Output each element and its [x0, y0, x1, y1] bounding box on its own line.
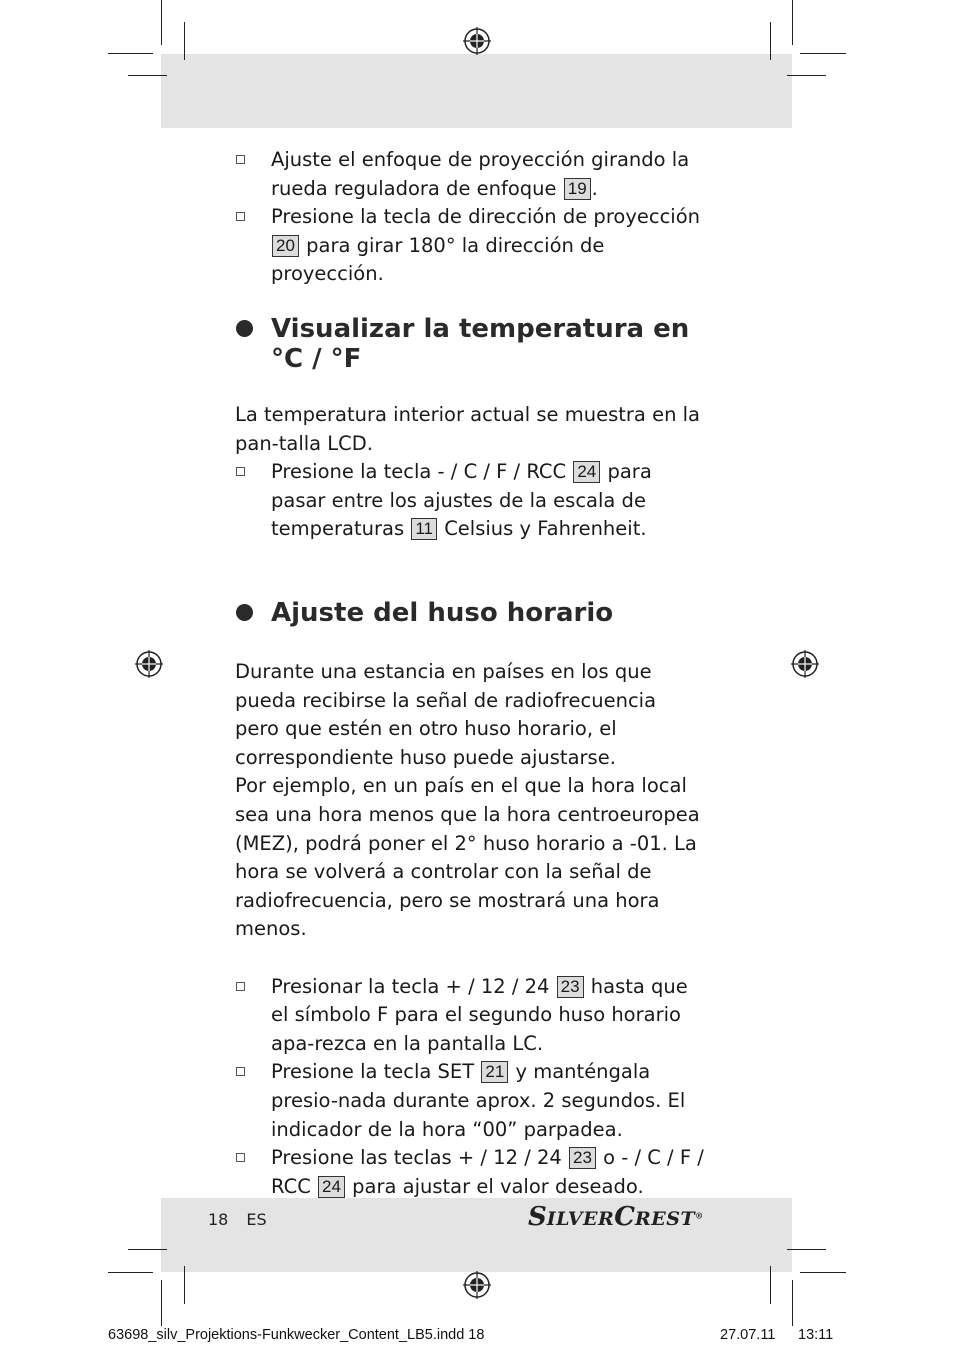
crop-mark — [787, 1249, 826, 1250]
list-item — [235, 146, 705, 203]
heading-text: Ajuste del huso horario — [271, 598, 614, 628]
crop-mark — [128, 75, 167, 76]
page-number: 18 — [208, 1210, 229, 1229]
reference-number: 23 — [557, 976, 584, 998]
checkbox-bullet-icon — [236, 982, 245, 991]
list-item — [235, 203, 705, 289]
slug-filename: 63698_silv_Projektions-Funkwecker_Content_LB5.indd 18 — [108, 1327, 485, 1343]
logo-text: ILVER — [546, 1208, 615, 1230]
checkbox-bullet-icon — [236, 1067, 245, 1076]
intro-list — [235, 146, 705, 289]
checkbox-bullet-icon — [236, 155, 245, 164]
item-text: Celsius y Fahrenheit. — [444, 517, 647, 541]
crop-mark — [770, 22, 771, 60]
language-code: ES — [246, 1210, 267, 1229]
brand-logo — [528, 1202, 704, 1234]
item-text: para pasar entre los ajustes de la escala de temperaturas — [271, 460, 652, 541]
crop-mark — [108, 53, 153, 54]
item-text: Presione la tecla de dirección de proyección — [271, 205, 701, 229]
item-text: o - / C / F / RCC — [271, 1146, 704, 1198]
reference-number: 11 — [411, 518, 437, 540]
checkbox-bullet-icon — [236, 467, 245, 476]
registration-mark-icon — [791, 650, 819, 678]
paragraph: Durante una estancia en países en los que pueda recibirse la señal de radiofrecuencia pero que estén en otro huso horario, el correspondiente huso puede ajustarse. — [235, 660, 657, 769]
logo-letter: C — [614, 1202, 635, 1232]
checkbox-bullet-icon — [236, 212, 245, 221]
list-item — [235, 458, 705, 544]
logo-text: REST — [635, 1208, 696, 1230]
reference-number: 20 — [272, 235, 299, 257]
heading-text: Visualizar la temperatura en °C / °F — [271, 314, 690, 374]
crop-mark — [161, 0, 162, 45]
page-footer — [208, 1210, 285, 1229]
crop-mark — [792, 1280, 793, 1326]
logo-letter: S — [528, 1202, 547, 1232]
list-item — [235, 1144, 705, 1201]
crop-mark — [792, 0, 793, 45]
item-text: . — [591, 176, 598, 200]
section-heading — [235, 598, 705, 628]
item-text: Presione la tecla SET — [271, 1060, 475, 1084]
crop-mark — [184, 22, 185, 60]
item-text: Presione la tecla - / C / F / RCC — [271, 460, 567, 484]
section-heading — [235, 314, 705, 374]
reference-number: 21 — [481, 1061, 508, 1083]
crop-mark — [770, 1266, 771, 1304]
checkbox-bullet-icon — [236, 1153, 245, 1162]
registration-mark-icon — [135, 650, 163, 678]
heading-bullet-icon — [236, 604, 253, 621]
crop-mark — [800, 1272, 846, 1273]
reference-number: 19 — [564, 178, 591, 200]
item-text: Presione las teclas + / 12 / 24 — [271, 1146, 562, 1170]
section2-content — [235, 658, 705, 1201]
item-text: hasta que el símbolo F para el segundo huso horario apa-rezca en la pantalla LC. — [271, 974, 688, 1055]
registered-mark: ® — [695, 1210, 704, 1221]
reference-number: 24 — [573, 461, 600, 483]
item-text: y manténgala presio-nada durante aprox. 2 segundos. El indicador de la hora “00” parpadea. — [271, 1060, 686, 1141]
item-text: Presionar la tecla + / 12 / 24 — [271, 974, 550, 998]
crop-mark — [800, 53, 846, 54]
item-text: para girar 180° la dirección de proyección. — [271, 233, 605, 286]
item-text: Ajuste el enfoque de proyección girando la rueda reguladora de enfoque — [271, 148, 690, 200]
list-item — [235, 1058, 705, 1144]
paragraph: Por ejemplo, en un país en el que la hora local sea una hora menos que la hora centroeuropea (MEZ), podrá poner el 2° huso horario a -01. La hora se volverá a controlar con la señal de radiofrecuencia, pero se mostrará una hora menos. — [235, 774, 700, 941]
crop-mark — [787, 75, 826, 76]
crop-mark — [128, 1249, 167, 1250]
registration-mark-icon — [463, 1271, 491, 1299]
slug-time: 13:11 — [798, 1327, 834, 1343]
header-band — [161, 54, 792, 128]
crop-mark — [161, 1280, 162, 1326]
registration-mark-icon — [463, 27, 491, 55]
crop-mark — [108, 1272, 153, 1273]
slug-date: 27.07.11 — [720, 1327, 776, 1343]
section1-content — [235, 401, 705, 544]
paragraph: La temperatura interior actual se muestra en la pan-talla LCD. — [235, 403, 701, 455]
heading-bullet-icon — [236, 320, 253, 337]
reference-number: 23 — [569, 1147, 596, 1169]
item-text: para ajustar el valor deseado. — [352, 1174, 644, 1198]
crop-mark — [184, 1266, 185, 1304]
list-item — [235, 973, 705, 1059]
reference-number: 24 — [318, 1176, 345, 1198]
